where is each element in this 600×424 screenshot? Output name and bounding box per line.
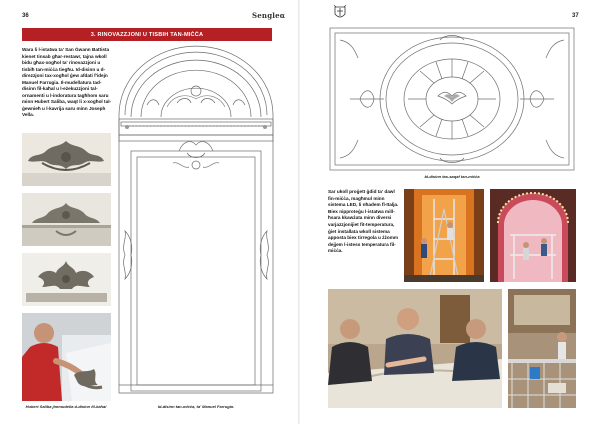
photo-caption-hubert: Hubert Saliba jimmudella d-disinn fil-kaħal bbox=[25, 404, 107, 409]
photo-team-at-table bbox=[328, 289, 502, 408]
page-number-right: 37 bbox=[572, 13, 579, 19]
page-number-left: 36 bbox=[22, 13, 29, 19]
photo-hubert-saliba bbox=[22, 313, 111, 401]
intro-paragraph: Wara li l-istatwa ta' San Ġwann Battista kienet tinsab għar-restawr, tajna wkoll bidu għax-xogħol ta' rinovazzjoni u tisbiħ tan-miċċa tiegħu. Id-disinn u d-direzzjoni tax-xogħol ġew afdati f'idejn Manuel Farrugia. Il-mudellatura tad-disinn fil-kaħal u l-eżekuzzjoni tal-ornamenti u l-indoratura tagħhom saru minn Hubert Saliba, waqt li x-xogħol tal-ġewnieħ u l-kavrija saru minn Joseph Vella. bbox=[22, 47, 112, 117]
section-title-banner bbox=[22, 28, 272, 41]
photo-stucco-ornament-2 bbox=[22, 193, 111, 246]
ceiling-caption: Id-disinn tas-saqaf tan-miċċa bbox=[424, 174, 480, 179]
ceiling-design-drawing bbox=[328, 26, 576, 172]
photo-workshop bbox=[508, 289, 576, 408]
niche-design-drawing bbox=[117, 45, 275, 395]
parish-crest-icon bbox=[333, 5, 347, 21]
section-title: 3. RINOVAZZJONI U TISBIH TAN-MIĊĊA bbox=[90, 31, 204, 38]
magazine-name: Sengleα bbox=[252, 11, 286, 20]
photo-stucco-ornament-3 bbox=[22, 253, 111, 306]
drawing-caption: Id-disinn tan-miċċa, ta' Manuel Farrugia. bbox=[157, 404, 235, 409]
photo-stucco-ornament-1 bbox=[22, 133, 111, 186]
right-page bbox=[300, 0, 600, 424]
photo-niche-scaffold-2 bbox=[490, 189, 576, 282]
photo-niche-scaffold-1 bbox=[404, 189, 484, 282]
lighting-paragraph: Sar ukoll proġett ġdid ta' dawl fin-miċċa, magħmul minn sistema LED, li nħadem fl-Italja. Biex nipproteġu l-istatwa mill-ħsara kkawżata minn diversi varjazzjonijiet fit-temperatura, ġiet installata wkoll sistema apposta biex tirregola u żżomm dejjem l-istess temperatura fil-miċċa. bbox=[328, 189, 399, 254]
